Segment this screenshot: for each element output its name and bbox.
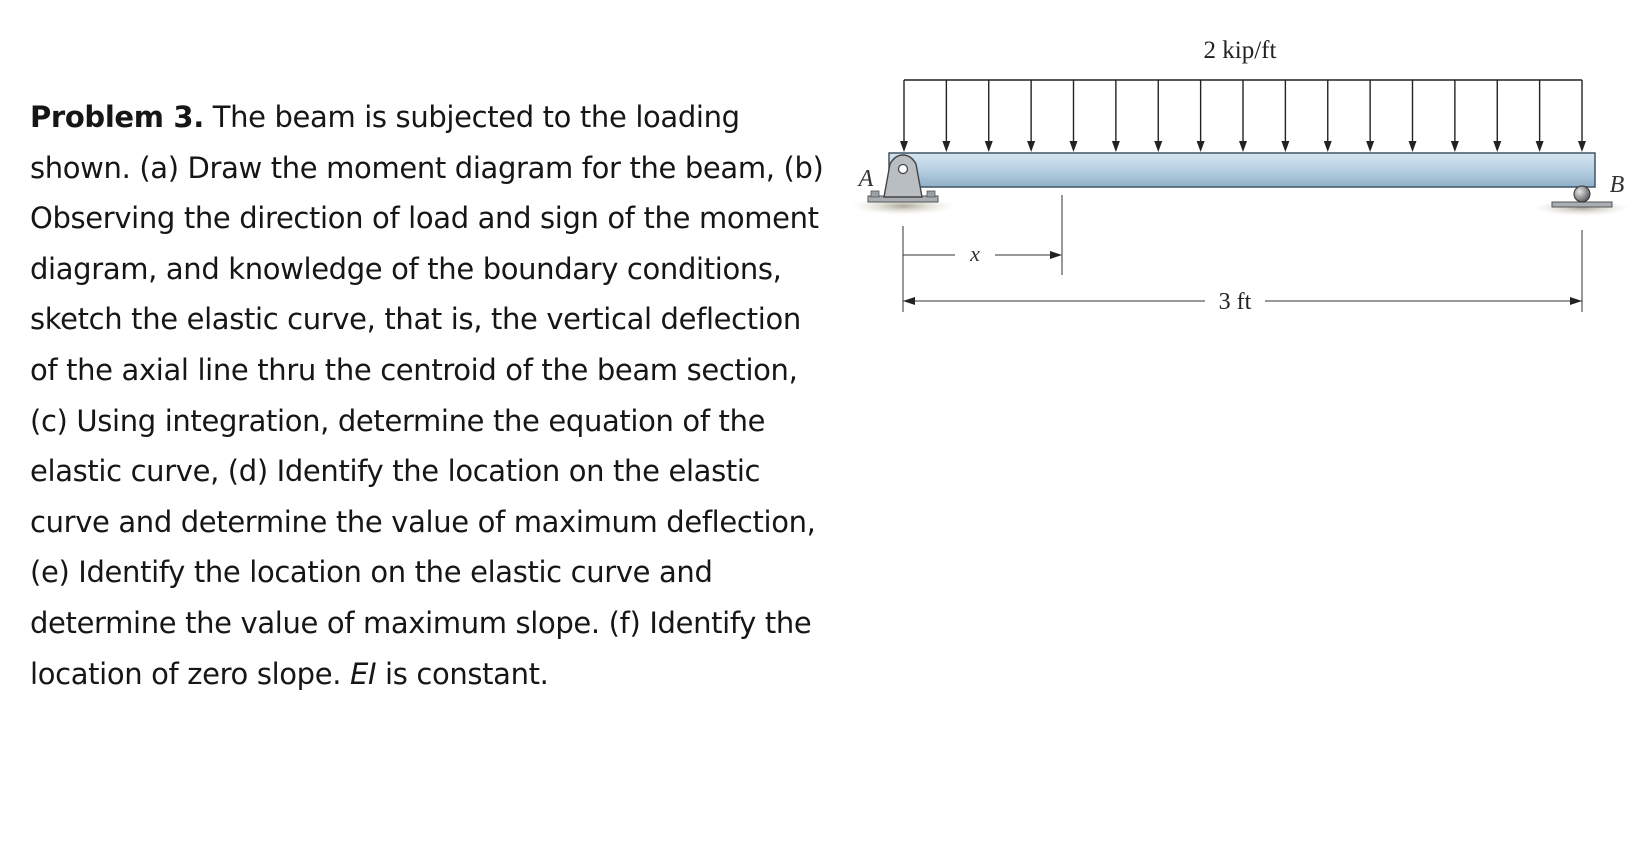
load-arrow-head bbox=[1070, 141, 1078, 152]
load-label: 2 kip/ft bbox=[1203, 37, 1277, 64]
load-arrow-head bbox=[1239, 141, 1247, 152]
load-arrow-head bbox=[1197, 141, 1205, 152]
load-arrow-head bbox=[1536, 141, 1544, 152]
load-arrow-head bbox=[1451, 141, 1459, 152]
load-arrow-head bbox=[1027, 141, 1035, 152]
problem-label: Problem 3. bbox=[30, 100, 204, 134]
load-arrow-head bbox=[1324, 141, 1332, 152]
load-arrow-head bbox=[1281, 141, 1289, 152]
load-arrow-head bbox=[985, 141, 993, 152]
support-a-label: A bbox=[858, 166, 874, 192]
x-dimension bbox=[903, 251, 1062, 259]
load-arrow-head bbox=[1409, 141, 1417, 152]
support-b-label: B bbox=[1609, 172, 1625, 198]
load-arrow-head bbox=[1154, 141, 1162, 152]
load-arrow-head bbox=[1366, 141, 1374, 152]
load-arrow-head bbox=[942, 141, 950, 152]
problem-body-end: is constant. bbox=[376, 656, 549, 691]
ei-symbol: EI bbox=[349, 656, 377, 691]
problem-body: The beam is subjected to the loading shown. (a) Draw the moment diagram for the beam, (b) Observing the direction of load and sign of the moment diagram, and knowledge of the boundary conditions, sketch the elastic curve, that is, the vertical deflection of the axial line thru the centroid of the beam section, (c) Using integration, determine the equation of the elastic curve, (d) Identify the location on the elastic curve and determine the value of maximum deflection, (e) Identify the location on the elastic curve and determine the value of maximum slope. (f) Identify the location of zero slope. bbox=[30, 100, 824, 691]
beam bbox=[889, 153, 1595, 187]
span-label: 3 ft bbox=[1218, 289, 1252, 315]
load-arrow-head bbox=[1493, 141, 1501, 152]
load-arrow-head bbox=[900, 141, 908, 152]
x-label: x bbox=[970, 241, 980, 266]
load-arrow-head bbox=[1112, 141, 1120, 152]
load-arrow-head bbox=[1578, 141, 1586, 152]
distributed-load-arrows bbox=[900, 80, 1586, 152]
